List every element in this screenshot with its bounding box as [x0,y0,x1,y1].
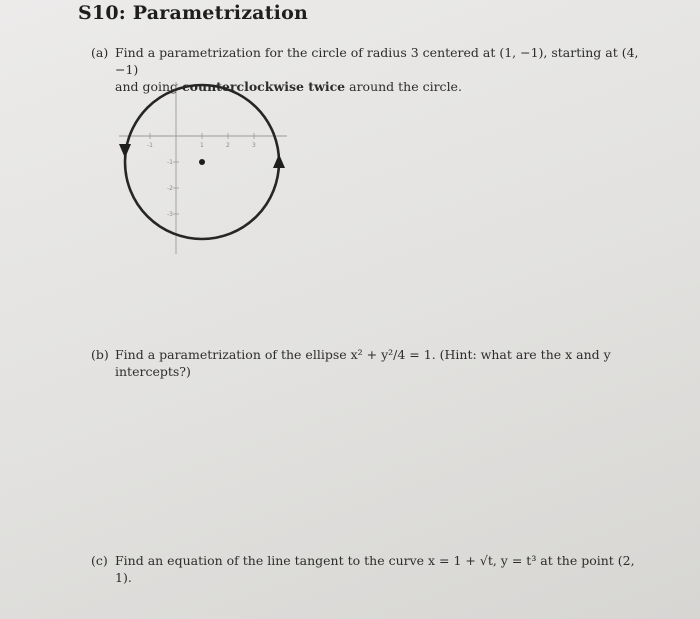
y-tick-label: -3 [167,211,173,218]
x-tick-label: -1 [147,142,153,149]
problem-a-label: (a) [91,45,109,60]
problem-b-line2: intercepts?) [115,364,191,379]
problem-b-label: (b) [91,347,109,362]
problem-a-line2-end: around the circle. [345,79,462,94]
problem-c-label: (c) [91,553,108,568]
problem-c-text: Find an equation of the line tangent to the curve x = 1 + √t, y = t³ at the point (2, 1). [115,553,635,585]
center-point [199,159,205,165]
circle-graph [113,78,293,258]
problem-a-line2-start: and going [115,79,183,94]
x-tick-label: 3 [252,142,256,149]
problem-b-text [115,346,611,380]
emphasis-counterclockwise-twice: counterclockwise twice [182,79,346,94]
arrow-up-icon [273,154,285,168]
arrow-down-icon [119,144,131,158]
problem-a-line1: Find a parametrization for the circle of radius 3 centered at (1, −1), starting at (4, −1) [115,45,639,77]
y-tick-label: -1 [167,159,173,166]
page-title: S10: Parametrization [78,2,308,24]
x-tick-label: 1 [200,142,204,149]
y-tick-label: -2 [167,185,173,192]
x-tick-label: 2 [226,142,230,149]
problem-b-line1: Find a parametrization of the ellipse x² + y²/4 = 1. (Hint: what are the x and y [115,347,611,362]
